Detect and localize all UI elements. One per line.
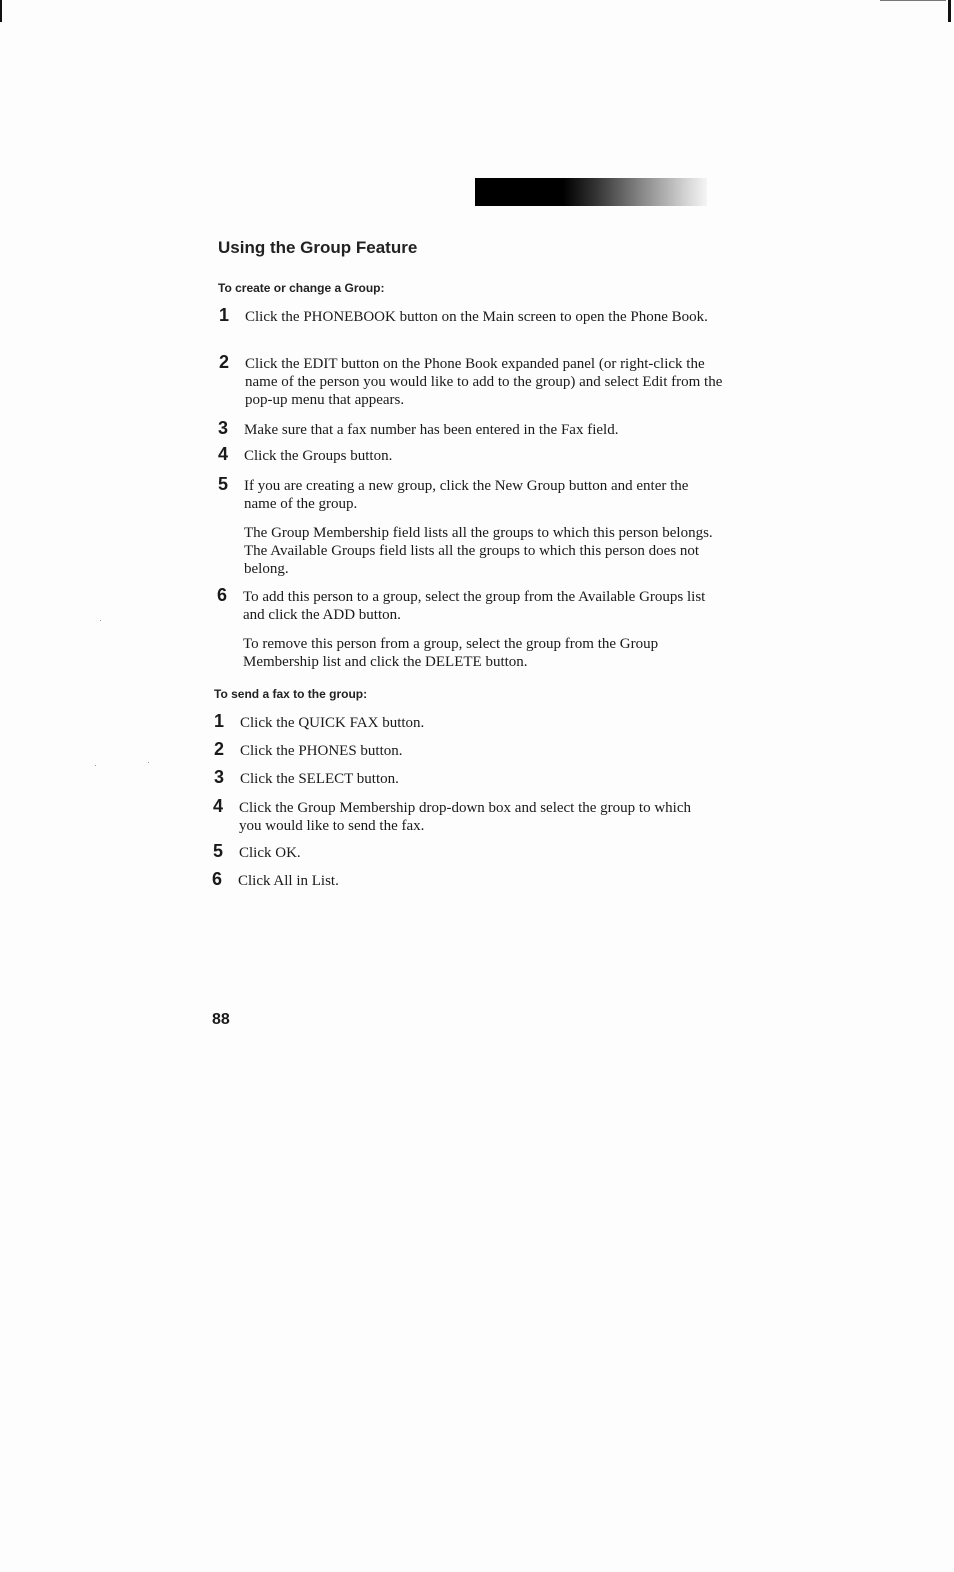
scan-edge-mark-left [0,0,2,22]
step-number: 4 [213,796,224,816]
send-fax-heading: To send a fax to the group: [214,687,368,701]
step-number: 6 [212,869,223,889]
step-text: If you are creating a new group, click the New Group button and enter the name of the group. [244,478,689,512]
step-text: Click OK. [239,845,301,861]
scan-edge-mark-right [948,0,951,22]
step-5-note: The Group Membership field lists all the groups to which this person belongs. The Available Groups field lists all the groups to which this person does not belong. [244,525,713,577]
step-number: 3 [218,418,229,438]
scan-speck [95,765,96,766]
step-text: Click the QUICK FAX button. [240,715,425,731]
step-text: Click the EDIT button on the Phone Book expanded panel (or right-click the name of the person you would like to add to the group) and select Edit from the pop-up menu that appears. [245,356,723,408]
section-title: Using the Group Feature [218,238,418,257]
step-number: 5 [218,474,229,494]
step-text: Click All in List. [238,873,339,889]
step-text: Click the Group Membership drop-down box and select the group to which you would like to send the fax. [239,800,691,834]
step-number: 4 [218,444,229,464]
step-text: Make sure that a fax number has been entered in the Fax field. [244,422,619,438]
step-number: 6 [217,585,228,605]
page-number: 88 [212,1011,230,1028]
step-number: 3 [214,767,225,787]
step-text: Click the PHONES button. [240,743,403,759]
step-6-note: To remove this person from a group, select the group from the Group Membership list and click the DELETE button. [243,636,659,670]
chapter-header-bar [475,178,707,206]
create-group-heading: To create or change a Group: [218,281,385,295]
step-text: Click the Groups button. [244,448,393,464]
scan-edge-line-top [880,0,946,1]
step-text: To add this person to a group, select the group from the Available Groups list and click the ADD button. [243,589,706,623]
step-number: 1 [219,305,230,325]
step-text: Click the SELECT button. [240,771,399,787]
step-number: 5 [213,841,224,861]
step-number: 2 [214,739,225,759]
step-text: Click the PHONEBOOK button on the Main screen to open the Phone Book. [245,309,708,325]
scan-speck [100,620,101,621]
step-number: 1 [214,711,225,731]
scan-speck [148,762,149,763]
step-number: 2 [219,352,230,372]
